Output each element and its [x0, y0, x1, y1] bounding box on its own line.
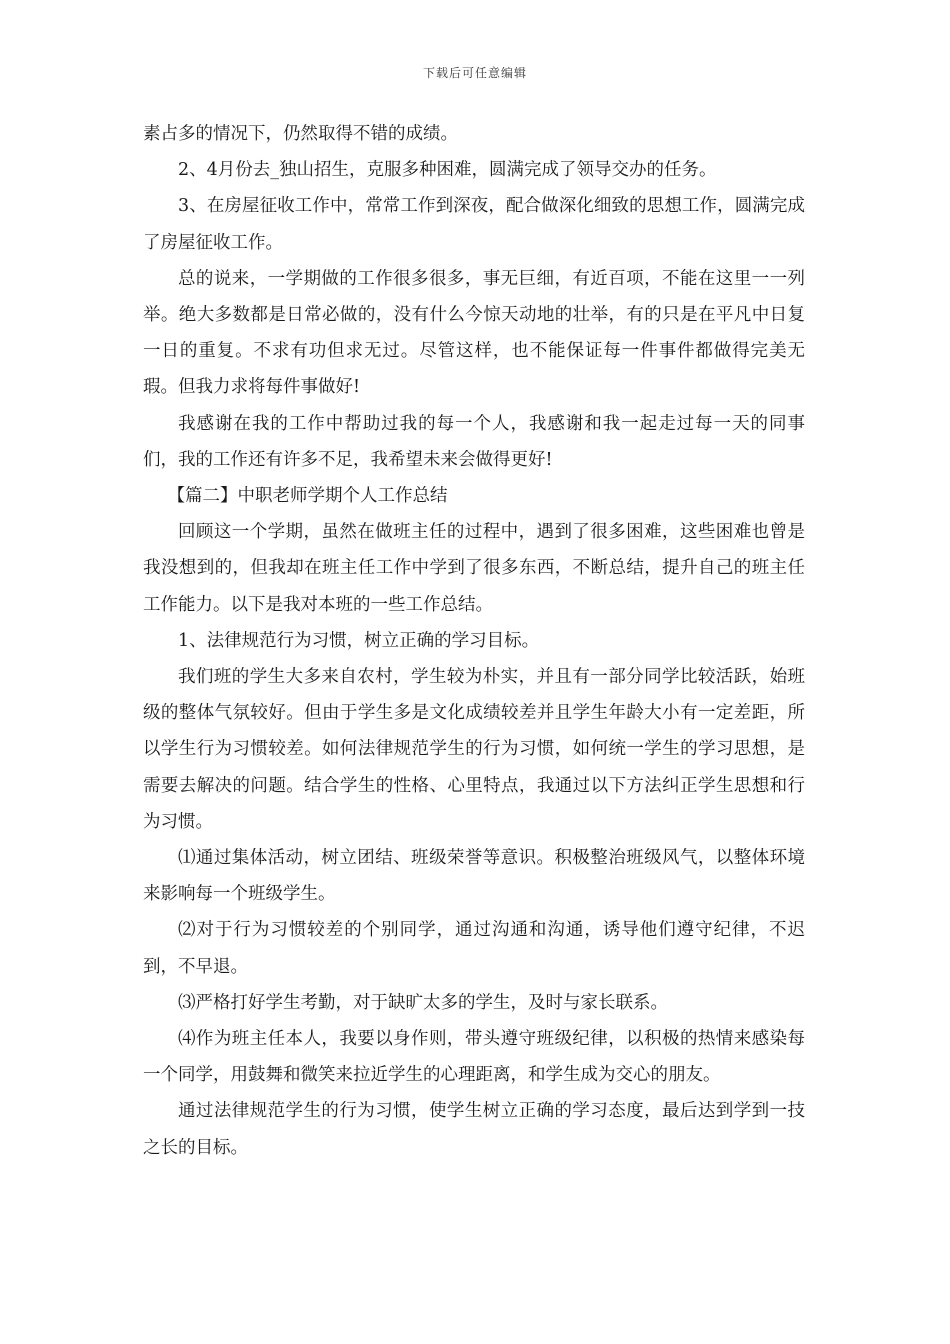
paragraph: 素占多的情况下，仍然取得不错的成绩。 — [143, 124, 458, 144]
paragraph: 我们班的学生大多来自农村，学生较为朴实，并且有一部分同学比较活跃，始班级的整体气氛较好。但由于学生多是文化成绩较差并且学生年龄大小有一定差距，所以学生行为习惯较差。如何法律规范学生的行为习惯，如何统一学生的学习思想，是需要去解决的问题。结合学生的性格、心里特点，我通过以下方法纠正学生思想和行为习惯。 — [143, 667, 805, 832]
paragraph: ⑵对于行为习惯较差的个别同学，通过沟通和沟通，诱导他们遵守纪律，不迟到，不早退。 — [143, 920, 805, 977]
document-body — [143, 116, 805, 1166]
section-heading: 【篇二】中职老师学期个人工作总结 — [167, 486, 448, 507]
paragraph: 回顾这一个学期，虽然在做班主任的过程中，遇到了很多困难，这些困难也曾是我没想到的，但我却在班主任工作中学到了很多东西，不断总结，提升自己的班主任工作能力。以下是我对本班的一些工作总结。 — [143, 522, 805, 615]
paragraph: ⑷作为班主任本人，我要以身作则，带头遵守班级纪律，以积极的热情来感染每一个同学，用鼓舞和微笑来拉近学生的心理距离，和学生成为交心的朋友。 — [143, 1029, 805, 1086]
page-header: 下载后可任意编辑 — [422, 66, 527, 80]
paragraph: 总的说来，一学期做的工作很多很多，事无巨细，有近百项，不能在这里一一列举。绝大多数都是日常必做的，没有什么今惊天动地的壮举，有的只是在平凡中日复一日的重复。不求有功但求无过。尽管这样，也不能保证每一件事件都做得完美无瑕。但我力求将每件事做好! — [143, 268, 805, 398]
paragraph: 3、在房屋征收工作中，常常工作到深夜，配合做深化细致的思想工作，圆满完成了房屋征收工作。 — [143, 196, 805, 253]
paragraph: 2、4月份去_独山招生，克服多种困难，圆满完成了领导交办的任务。 — [178, 160, 717, 181]
paragraph: 1、法律规范行为习惯，树立正确的学习目标。 — [178, 630, 540, 651]
paragraph: ⑴通过集体活动，树立团结、班级荣誉等意识。积极整治班级风气，以整体环境来影响每一个班级学生。 — [143, 848, 805, 905]
paragraph: 我感谢在我的工作中帮助过我的每一个人，我感谢和我一起走过每一天的同事们，我的工作还有许多不足，我希望未来会做得更好! — [143, 413, 805, 470]
paragraph: 通过法律规范学生的行为习惯，使学生树立正确的学习态度，最后达到学到一技之长的目标。 — [143, 1101, 805, 1158]
paragraph: ⑶严格打好学生考勤，对于缺旷太多的学生，及时与家长联系。 — [178, 992, 668, 1013]
